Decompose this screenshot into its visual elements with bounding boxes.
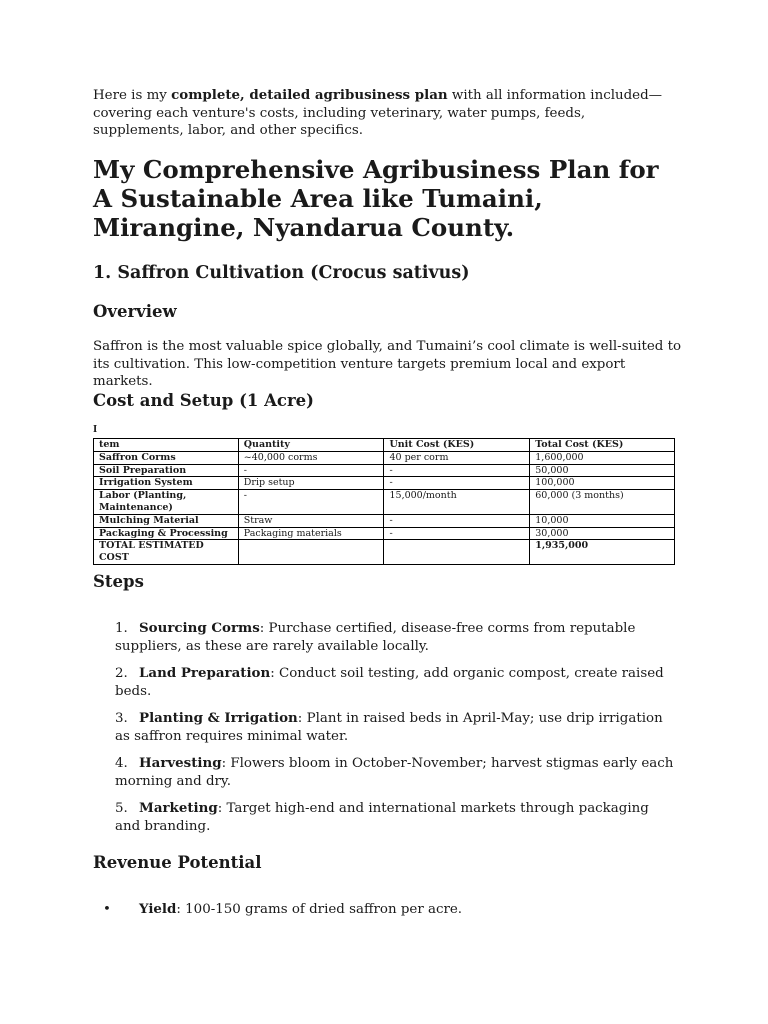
steps-heading: Steps (93, 572, 144, 591)
list-item (115, 755, 675, 790)
document-title: My Comprehensive Agribusiness Plan for A Sustainable Area like Tumaini, Mirangine, Nyandarua County. (93, 155, 659, 242)
step-text: : Flowers bloom in October-November; harvest stigmas early each morning and dry. (115, 756, 674, 789)
intro-pre: Here is my (93, 88, 172, 103)
revenue-heading: Revenue Potential (93, 853, 262, 872)
table-cell: Labor (Planting, Maintenance) (94, 490, 239, 515)
table-row (94, 514, 675, 527)
table-cell: - (238, 490, 384, 515)
table-row (94, 490, 675, 515)
steps-list (115, 620, 675, 845)
step-number: 3. (115, 711, 128, 726)
table-cell: Irrigation System (94, 477, 239, 490)
step-label: Harvesting (139, 755, 222, 771)
table-cell: 15,000/month (384, 490, 530, 515)
step-label: Land Preparation (139, 665, 271, 681)
intro-post: with all information included—covering each venture's costs, including veterinary, water pumps, feeds, supplements, labor, and other specifics. (93, 88, 663, 138)
table-cell: - (384, 527, 530, 540)
revenue-label: Yield (139, 901, 177, 917)
step-number: 5. (115, 801, 128, 816)
table-cell: 10,000 (530, 514, 675, 527)
table-total-row (94, 540, 675, 565)
table-cell: TOTAL ESTIMATED COST (94, 540, 239, 565)
table-cell: - (384, 514, 530, 527)
section-heading-saffron: 1. Saffron Cultivation (Crocus sativus) (93, 263, 470, 283)
step-number: 2. (115, 666, 128, 681)
list-item (115, 620, 675, 655)
step-text: : Conduct soil testing, add organic compost, create raised beds. (115, 666, 664, 699)
step-label: Sourcing Corms (139, 620, 260, 636)
table-header-row (94, 439, 675, 452)
step-text: : Target high-end and international markets through packaging and branding. (115, 801, 649, 834)
table-cell (238, 540, 384, 565)
table-cell: Straw (238, 514, 384, 527)
step-text: : Purchase certified, disease-free corms from reputable suppliers, as these are rarely available locally. (115, 621, 636, 654)
table-cell: 100,000 (530, 477, 675, 490)
table-cell: - (384, 477, 530, 490)
step-number: 4. (115, 756, 128, 771)
table-cell: Soil Preparation (94, 464, 239, 477)
step-label: Marketing (139, 800, 218, 816)
list-item (115, 665, 675, 700)
step-number: 1. (115, 621, 128, 636)
list-item (115, 800, 675, 835)
stray-character: I (93, 425, 98, 435)
intro-paragraph (93, 87, 678, 140)
table-cell: - (384, 464, 530, 477)
table-row (94, 477, 675, 490)
intro-bold: complete, detailed agribusiness plan (171, 87, 448, 103)
table-cell: 1,600,000 (530, 451, 675, 464)
revenue-list (93, 901, 678, 919)
table-cell: Drip setup (238, 477, 384, 490)
bullet-icon: • (103, 902, 111, 917)
table-header-cell: Unit Cost (KES) (384, 439, 530, 452)
table-cell (384, 540, 530, 565)
table-header-cell: tem (94, 439, 239, 452)
table-cell: 30,000 (530, 527, 675, 540)
step-text: : Plant in raised beds in April-May; use drip irrigation as saffron requires minimal water. (115, 711, 663, 744)
table-cell: 60,000 (3 months) (530, 490, 675, 515)
table-cell: 1,935,000 (530, 540, 675, 565)
table-row (94, 451, 675, 464)
table-cell: 40 per corm (384, 451, 530, 464)
step-label: Planting & Irrigation (139, 710, 298, 726)
table-header-cell: Quantity (238, 439, 384, 452)
table-cell: Saffron Corms (94, 451, 239, 464)
table-cell: 50,000 (530, 464, 675, 477)
list-item (93, 901, 678, 919)
list-item (115, 710, 675, 745)
cost-table (93, 438, 675, 565)
overview-text: Saffron is the most valuable spice globally, and Tumaini’s cool climate is well-suited to its cultivation. This low-competition venture targets premium local and export markets. (93, 339, 682, 389)
table-cell: Mulching Material (94, 514, 239, 527)
revenue-text: : 100-150 grams of dried saffron per acre. (176, 902, 463, 917)
table-cell: - (238, 464, 384, 477)
table-cell: Packaging materials (238, 527, 384, 540)
table-cell: ~40,000 corms (238, 451, 384, 464)
overview-heading: Overview (93, 302, 177, 321)
table-cell: Packaging & Processing (94, 527, 239, 540)
table-row (94, 464, 675, 477)
table-header-cell: Total Cost (KES) (530, 439, 675, 452)
table-row (94, 527, 675, 540)
cost-heading: Cost and Setup (1 Acre) (93, 391, 314, 410)
